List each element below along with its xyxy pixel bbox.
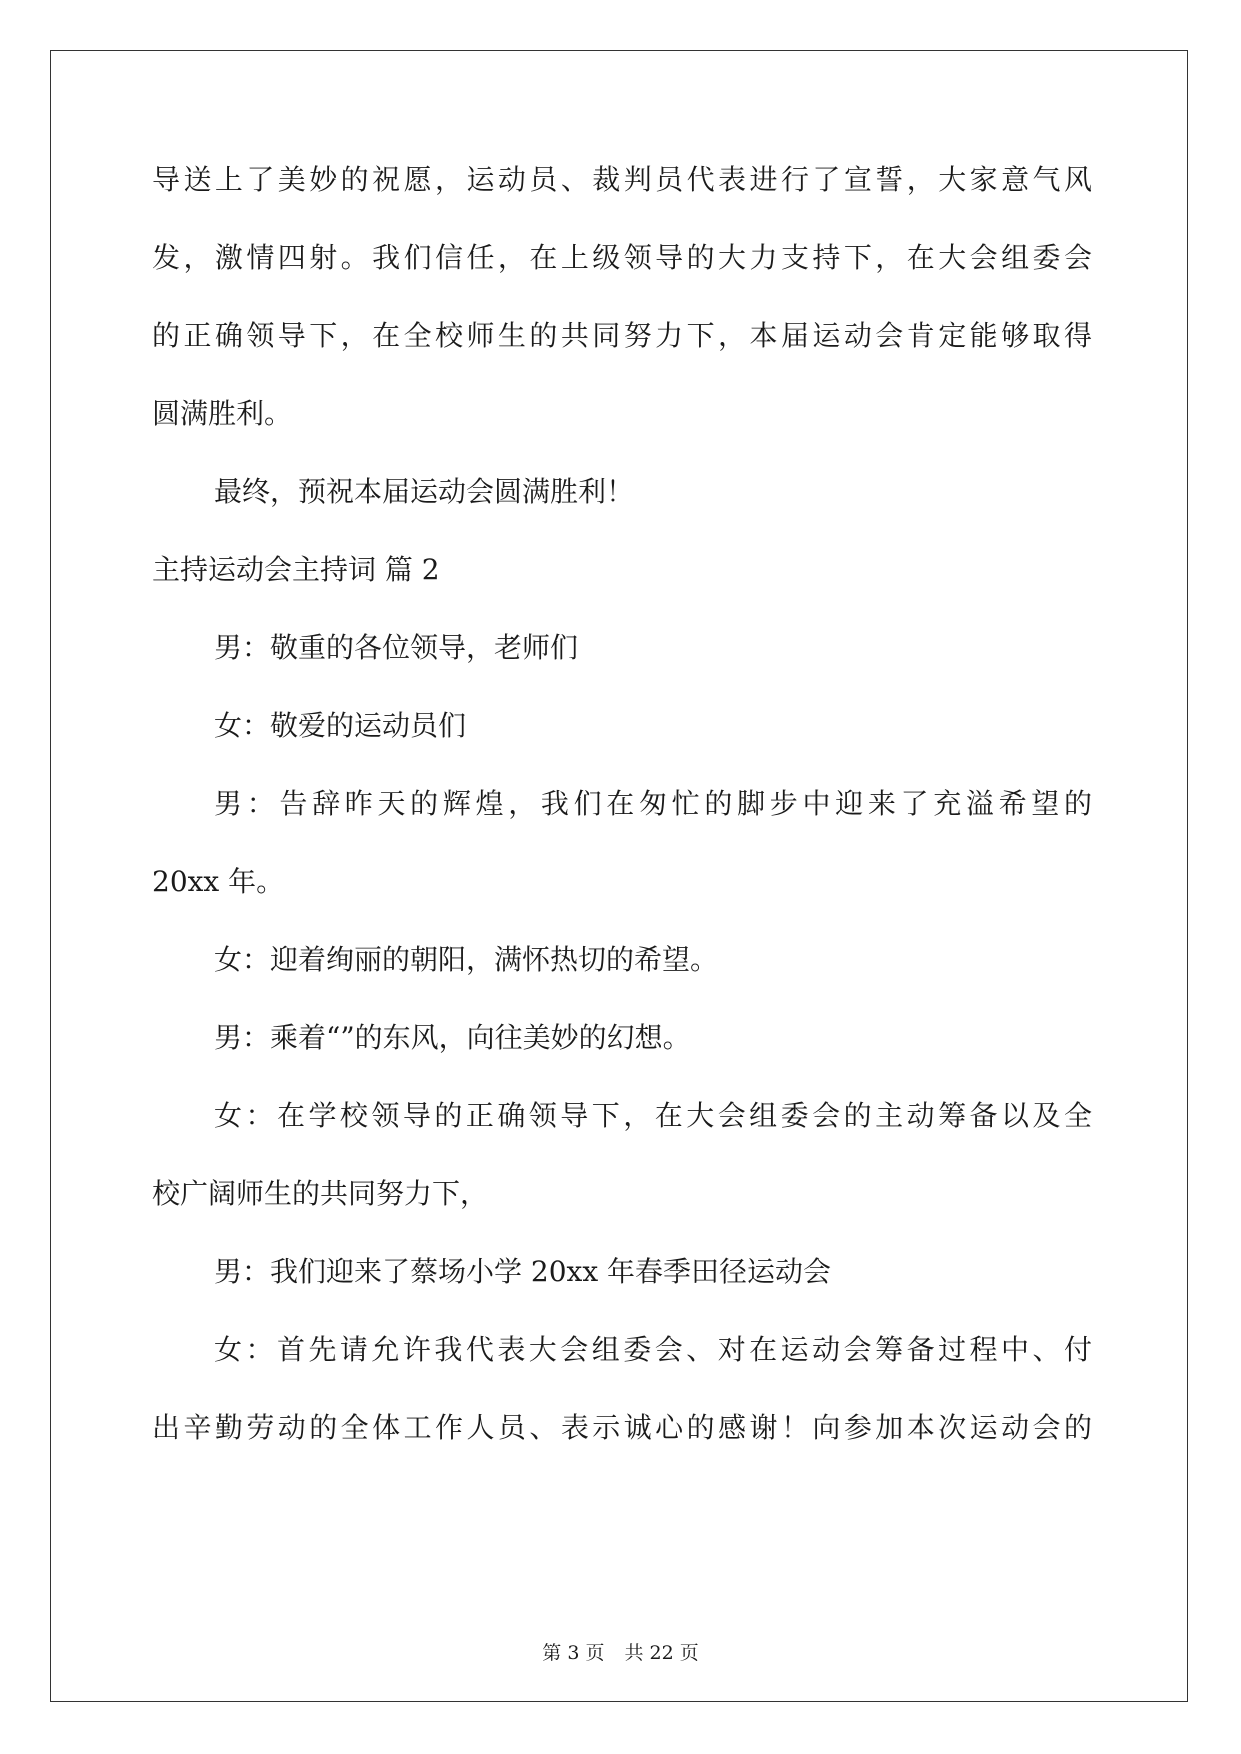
page-number: 第 3 页	[542, 1642, 605, 1664]
dialogue-line: 男：告辞昨天的辉煌，我们在匆忙的脚步中迎来了充溢希望的	[214, 787, 1092, 820]
dialogue-line: 校广阔师生的共同努力下，	[152, 1177, 489, 1210]
dialogue-line: 男：我们迎来了蔡场小学 20xx 年春季田径运动会	[214, 1255, 832, 1288]
paragraph-line: 最终，预祝本届运动会圆满胜利！	[214, 475, 635, 508]
section-heading: 主持运动会主持词 篇 2	[152, 553, 440, 586]
dialogue-line: 20xx 年。	[152, 865, 285, 898]
paragraph-line: 导送上了美妙的祝愿，运动员、裁判员代表进行了宣誓，大家意气风	[152, 163, 1092, 196]
paragraph-line: 圆满胜利。	[152, 397, 293, 430]
dialogue-line: 女：迎着绚丽的朝阳，满怀热切的希望。	[214, 943, 719, 976]
paragraph-line: 发，激情四射。我们信任，在上级领导的大力支持下，在大会组委会	[152, 241, 1092, 274]
dialogue-line: 出辛勤劳动的全体工作人员、表示诚心的感谢！向参加本次运动会的	[152, 1411, 1092, 1444]
dialogue-line: 女：敬爱的运动员们	[214, 709, 467, 742]
page-footer	[0, 1641, 1241, 1665]
dialogue-line: 女：首先请允许我代表大会组委会、对在运动会筹备过程中、付	[214, 1333, 1092, 1366]
page-total: 共 22 页	[624, 1642, 699, 1664]
dialogue-line: 男：乘着“”的东风，向往美妙的幻想。	[214, 1021, 691, 1054]
dialogue-line: 女：在学校领导的正确领导下，在大会组委会的主动筹备以及全	[214, 1099, 1092, 1132]
dialogue-line: 男：敬重的各位领导，老师们	[214, 631, 579, 664]
paragraph-line: 的正确领导下，在全校师生的共同努力下，本届运动会肯定能够取得	[152, 319, 1092, 352]
